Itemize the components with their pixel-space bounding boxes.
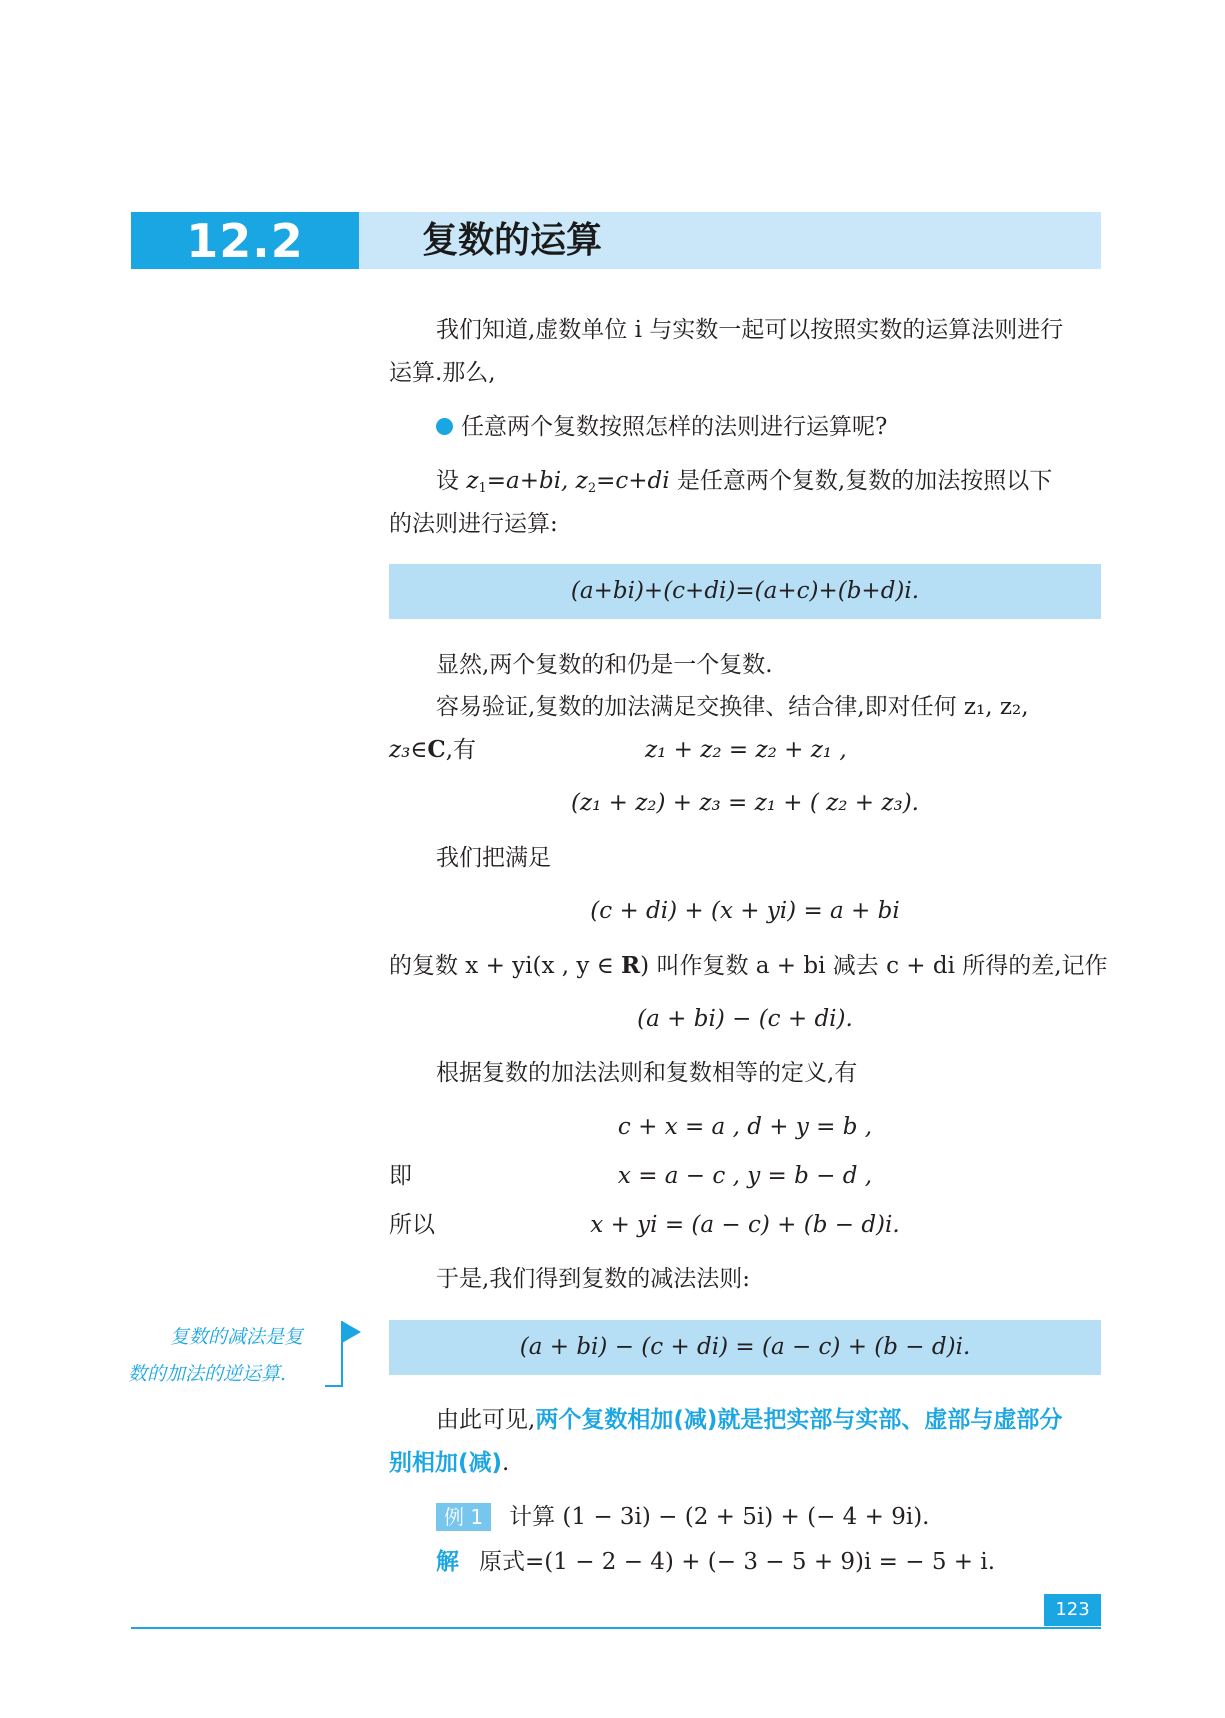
setup-line-2: 的法则进行运算:: [389, 511, 558, 537]
bullet-icon: [436, 418, 453, 435]
z3-in: z₃∈: [389, 737, 428, 763]
section-number: 12.2: [186, 213, 304, 268]
define-text-b: ) 叫作复数 a + bi 减去 c + di 所得的差,记作: [640, 953, 1108, 979]
set-R: R: [621, 952, 641, 979]
z2: z: [568, 468, 588, 494]
set-C: C: [427, 736, 446, 763]
summary-line-2: [389, 1448, 509, 1478]
define-line: [389, 951, 1108, 981]
side-note-line-2: 数的加法的逆运算.: [128, 1363, 287, 1385]
derivation-eq-2: x = a − c , y = b − d ,: [617, 1163, 873, 1189]
setup-text-a: 设: [436, 468, 467, 494]
z2-sub: 2: [587, 481, 597, 496]
side-note-line-1: 复数的减法是复: [170, 1326, 304, 1348]
difference-notation: (a + bi) − (c + di).: [637, 1006, 853, 1032]
summary-lead: 由此可见,: [436, 1407, 536, 1433]
verify-line-1: 容易验证,复数的加法满足交换律、结合律,即对任何 z₁, z₂,: [436, 694, 1029, 720]
label-suoyi: 所以: [389, 1212, 435, 1238]
question: [436, 412, 887, 442]
define-equation: (c + di) + (x + yi) = a + bi: [590, 898, 900, 924]
solution-text: 原式=(1 − 2 − 4) + (− 3 − 5 + 9)i = − 5 + i.: [479, 1549, 996, 1575]
label-ji: 即: [389, 1163, 412, 1189]
footer-rule: [131, 1627, 1101, 1629]
solution-label: 解: [436, 1549, 459, 1575]
example-label: 例 1: [436, 1503, 491, 1531]
commutative-law: z₁ + z₂ = z₂ + z₁ ,: [645, 737, 847, 763]
solution: [436, 1547, 995, 1577]
derivation-eq-3: x + yi = (a − c) + (b − d)i.: [590, 1212, 900, 1238]
derivation-intro: 根据复数的加法法则和复数相等的定义,有: [436, 1060, 858, 1086]
verify-tail: ,有: [445, 737, 476, 763]
verify-line-2: [389, 735, 476, 765]
obvious-line: 显然,两个复数的和仍是一个复数.: [436, 652, 773, 678]
summary-end: .: [502, 1450, 510, 1476]
derivation-conclusion: 于是,我们得到复数的减法法则:: [436, 1266, 751, 1292]
z2-def: =c+di: [596, 468, 670, 494]
z1-sub: 1: [478, 481, 487, 496]
define-intro: 我们把满足: [436, 845, 551, 871]
flag-icon: [342, 1321, 361, 1343]
example-text: 计算 (1 − 3i) − (2 + 5i) + (− 4 + 9i).: [509, 1504, 930, 1530]
example-1: [436, 1502, 929, 1532]
section-number-box: [131, 212, 359, 269]
section-title: 复数的运算: [422, 220, 603, 261]
page-number: 123: [1044, 1594, 1101, 1626]
addition-rule: (a+bi)+(c+di)=(a+c)+(b+d)i.: [570, 578, 920, 604]
subtraction-rule: (a + bi) − (c + di) = (a − c) + (b − d)i.: [519, 1334, 971, 1360]
associative-law: (z₁ + z₂) + z₃ = z₁ + ( z₂ + z₃).: [570, 790, 919, 816]
intro-line-2: 运算.那么,: [389, 360, 496, 386]
subtraction-rule-box: [389, 1320, 1101, 1375]
setup-line-1: [436, 466, 1052, 504]
side-note-bracket-foot: [325, 1385, 343, 1387]
setup-text-b: 是任意两个复数,复数的加法按照以下: [669, 468, 1053, 494]
summary-highlight-1: 两个复数相加(减)就是把实部与实部、虚部与虚部分: [535, 1407, 1063, 1433]
define-text-a: 的复数 x + yi(x , y ∈: [389, 953, 622, 979]
question-text: 任意两个复数按照怎样的法则进行运算呢?: [461, 414, 888, 440]
summary-line-1: [436, 1405, 1062, 1435]
z1-def: =a+bi,: [486, 468, 569, 494]
z1: z: [466, 468, 479, 494]
intro-line-1: 我们知道,虚数单位 i 与实数一起可以按照实数的运算法则进行: [436, 317, 1064, 343]
addition-rule-box: [389, 564, 1101, 619]
summary-highlight-2: 别相加(减): [389, 1450, 503, 1476]
derivation-eq-1: c + x = a , d + y = b ,: [617, 1114, 873, 1140]
